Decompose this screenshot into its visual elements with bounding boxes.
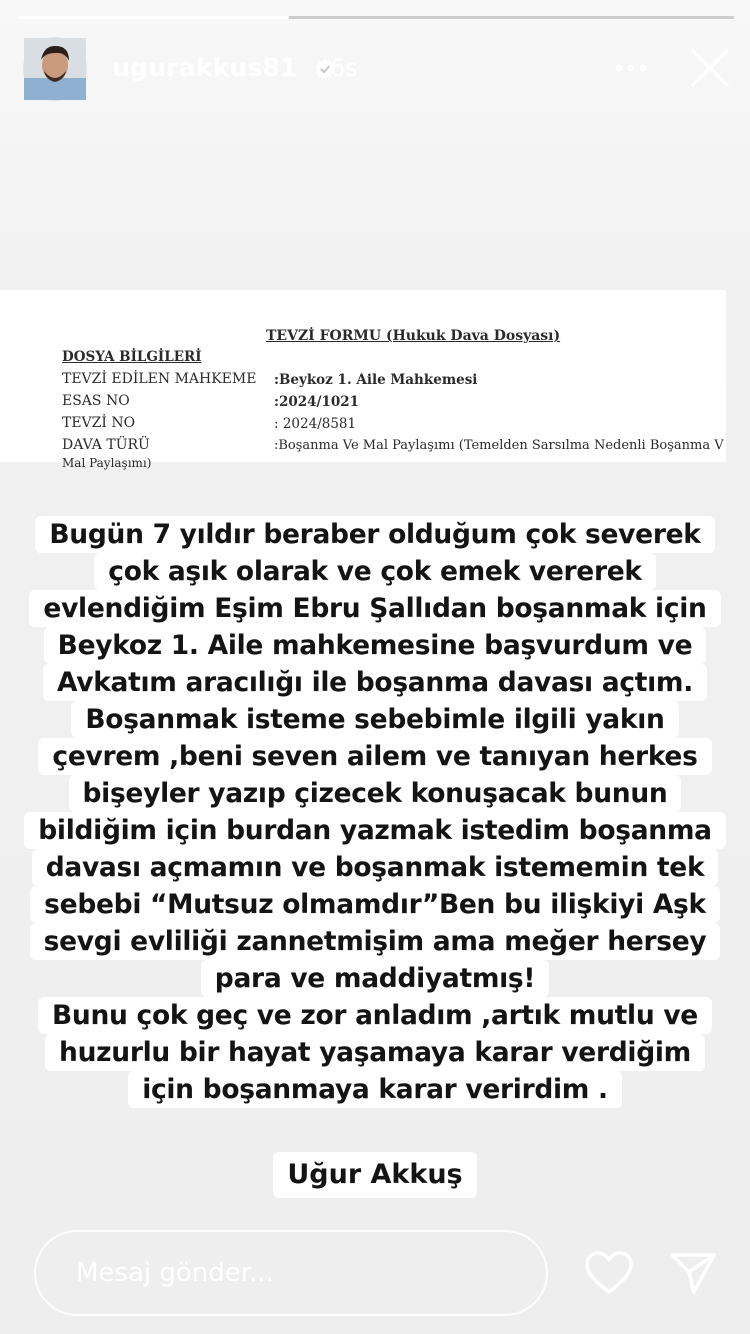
document-row-label: DAVA TÜRÜ [62, 437, 150, 453]
court-document-image [0, 290, 726, 470]
document-title: TEVZİ FORMU (Hukuk Dava Dosyası) [266, 328, 561, 344]
avatar[interactable] [24, 38, 86, 100]
close-icon[interactable] [690, 48, 730, 88]
document-row-label: ESAS NO [62, 393, 130, 409]
caption-line: Avkatım aracılığı ile boşanma davası açtım. [43, 664, 707, 701]
signature-block [0, 1152, 750, 1198]
heart-icon[interactable] [584, 1250, 634, 1296]
caption-line: Bunu çok geç ve zor anladım ,artık mutlu ve [38, 997, 712, 1034]
caption-line: evlendiğim Eşim Ebru Şallıdan boşanmak için [29, 590, 720, 627]
send-icon[interactable] [668, 1250, 718, 1296]
caption-line: davası açmamın ve boşanmak istememin tek [32, 849, 719, 886]
document-row-label: TEVZİ NO [62, 415, 136, 431]
document-section-title: DOSYA BİLGİLERİ [62, 349, 202, 365]
caption-line: Boşanmak isteme sebebimle ilgili yakın [71, 701, 678, 738]
post-time: 6s [330, 54, 358, 82]
caption-line: bildiğim için burdan yazmak istedim boşanma [24, 812, 726, 849]
username[interactable]: ugurakkus81 [112, 53, 298, 82]
message-box[interactable] [34, 1230, 548, 1316]
document-row-value: :Boşanma Ve Mal Paylaşımı (Temelden Sarsılma Nedenli Boşanma V [274, 438, 724, 453]
document-cut-line: Mal Paylaşımı) [62, 456, 152, 470]
caption-line: sevgi evliliği zannetmişim ama meğer hersey [30, 923, 721, 960]
document-row-value: : 2024/8581 [274, 416, 357, 432]
story-progress-fill [16, 16, 289, 19]
caption-line: huzurlu bir hayat yaşamaya karar verdiğim [45, 1034, 705, 1071]
caption-line: çevrem ,beni seven ailem ve tanıyan herkes [38, 738, 711, 775]
caption-line: sebebi “Mutsuz olmamdır”Ben bu ilişkiyi Aşk [30, 886, 720, 923]
document-row-value: :Beykoz 1. Aile Mahkemesi [274, 372, 478, 388]
story-progress-bar [16, 16, 734, 19]
caption-line: için boşanmaya karar verirdim . [128, 1071, 622, 1108]
caption-line: çok aşık olarak ve çok emek vererek [94, 553, 655, 590]
document-row-label: TEVZİ EDİLEN MAHKEME [62, 371, 257, 387]
caption-line: bişeyler yazıp çizecek konuşacak bunun [69, 775, 682, 812]
story-header [24, 36, 726, 100]
caption-line: Beykoz 1. Aile mahkemesine başvurdum ve [44, 627, 707, 664]
caption-line: Bugün 7 yıldır beraber olduğum çok severek [35, 516, 714, 553]
more-dots-icon[interactable] [614, 58, 648, 78]
message-input[interactable] [74, 1252, 518, 1294]
caption-line: para ve maddiyatmış! [201, 960, 549, 997]
document-row-value: :2024/1021 [274, 394, 360, 410]
signature: Uğur Akkuş [273, 1152, 476, 1198]
story-caption [0, 516, 750, 1108]
